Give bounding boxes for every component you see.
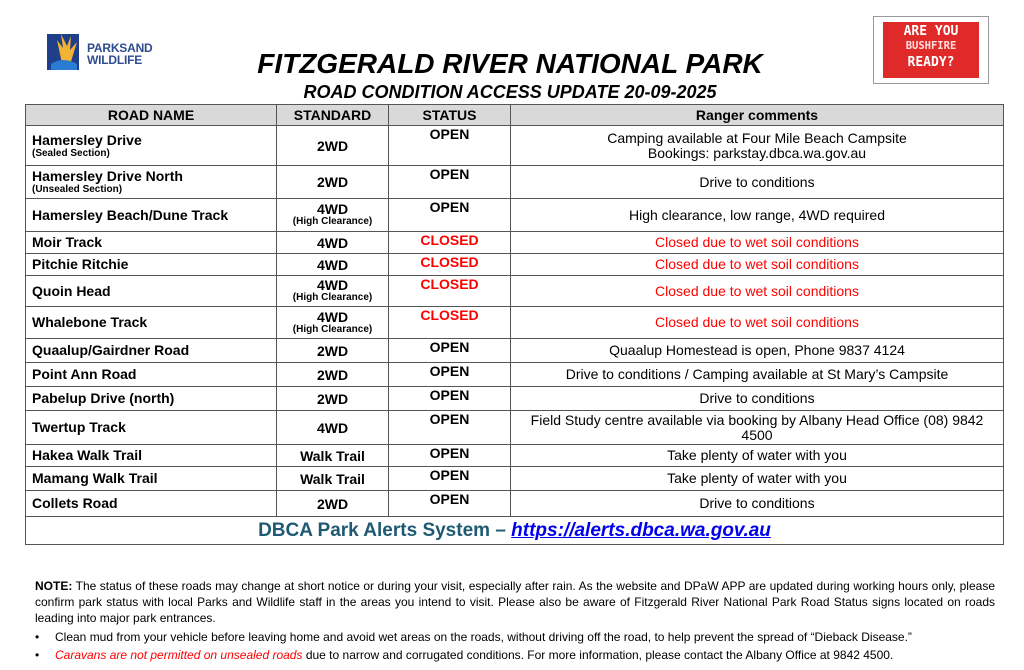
road-name-cell bbox=[26, 491, 277, 517]
table-row bbox=[26, 339, 1004, 363]
road-name-note: (Unsealed Section) bbox=[32, 184, 123, 195]
header-status: STATUS bbox=[389, 105, 511, 126]
road-name-cell bbox=[26, 363, 277, 387]
comment-cell bbox=[511, 126, 1004, 166]
road-name: Mamang Walk Trail bbox=[32, 470, 158, 486]
bullet-caravans-rest: due to narrow and corrugated conditions. For more information, please contact the Albany Office at 9842 4500. bbox=[302, 648, 894, 662]
road-name: Point Ann Road bbox=[32, 366, 137, 382]
table-row bbox=[26, 387, 1004, 411]
alerts-link[interactable]: https://alerts.dbca.wa.gov.au bbox=[511, 519, 771, 541]
road-name: Collets Road bbox=[32, 495, 118, 511]
road-name: Twertup Track bbox=[32, 419, 126, 435]
status-badge: CLOSED bbox=[420, 232, 479, 248]
road-name-cell bbox=[26, 199, 277, 232]
alerts-cell bbox=[26, 517, 1004, 545]
road-standard: 4WD bbox=[316, 201, 349, 217]
road-name-cell bbox=[26, 387, 277, 411]
ranger-comment: Take plenty of water with you bbox=[667, 447, 847, 463]
comment-cell bbox=[511, 232, 1004, 254]
road-name-cell bbox=[26, 254, 277, 276]
road-name-cell bbox=[26, 232, 277, 254]
standard-cell bbox=[277, 126, 389, 166]
status-badge: OPEN bbox=[429, 411, 470, 427]
table-row bbox=[26, 276, 1004, 307]
status-cell bbox=[389, 276, 511, 307]
ranger-comment: Closed due to wet soil conditions bbox=[655, 256, 859, 272]
status-badge: CLOSED bbox=[420, 307, 479, 323]
road-name-cell bbox=[26, 307, 277, 339]
ranger-comment: Camping available at Four Mile Beach Campsite bbox=[607, 129, 907, 146]
status-cell bbox=[389, 254, 511, 276]
comment-cell bbox=[511, 467, 1004, 491]
status-badge: OPEN bbox=[429, 199, 470, 215]
ranger-comment: Drive to conditions bbox=[699, 495, 815, 511]
ranger-comment: Take plenty of water with you bbox=[667, 470, 847, 486]
standard-cell bbox=[277, 467, 389, 491]
table-row bbox=[26, 126, 1004, 166]
standard-cell bbox=[277, 232, 389, 254]
status-cell bbox=[389, 126, 511, 166]
page-subtitle: ROAD CONDITION ACCESS UPDATE 20-09-2025 bbox=[303, 82, 717, 102]
road-name-cell bbox=[26, 467, 277, 491]
header-standard: STANDARD bbox=[277, 105, 389, 126]
road-standard: 4WD bbox=[316, 308, 349, 325]
road-standard-note: (High Clearance) bbox=[292, 216, 373, 227]
badge-line-3: READY? bbox=[907, 55, 955, 70]
status-cell bbox=[389, 339, 511, 363]
road-name: Whalebone Track bbox=[32, 314, 148, 330]
standard-cell bbox=[277, 491, 389, 517]
road-name: Hamersley Drive bbox=[32, 131, 142, 148]
road-standard: 2WD bbox=[316, 137, 349, 154]
road-standard: 4WD bbox=[316, 277, 349, 293]
header-road-name: ROAD NAME bbox=[26, 105, 277, 126]
ranger-comment: Drive to conditions bbox=[699, 390, 815, 406]
ranger-comment: Closed due to wet soil conditions bbox=[655, 282, 859, 299]
status-cell bbox=[389, 491, 511, 517]
parks-emblem-icon bbox=[47, 28, 87, 72]
table-row bbox=[26, 445, 1004, 467]
ranger-comment: High clearance, low range, 4WD required bbox=[628, 206, 885, 223]
table-row bbox=[26, 467, 1004, 491]
comment-cell bbox=[511, 387, 1004, 411]
road-name-cell bbox=[26, 411, 277, 445]
road-name: Moir Track bbox=[32, 234, 103, 250]
list-item bbox=[35, 646, 1005, 664]
comment-cell bbox=[511, 411, 1004, 445]
status-cell bbox=[389, 411, 511, 445]
ranger-comment: Field Study centre available via booking by Albany Head Office (08) 9842 4500 bbox=[530, 411, 984, 443]
comment-cell bbox=[511, 307, 1004, 339]
comment-cell bbox=[511, 199, 1004, 232]
status-cell bbox=[389, 363, 511, 387]
comment-cell bbox=[511, 339, 1004, 363]
status-cell bbox=[389, 307, 511, 339]
road-standard-note: (High Clearance) bbox=[292, 323, 373, 335]
note-paragraph bbox=[35, 578, 995, 626]
road-name: Hakea Walk Trail bbox=[32, 447, 142, 463]
alerts-label: DBCA Park Alerts System – bbox=[258, 519, 506, 541]
road-name: Pitchie Ritchie bbox=[32, 256, 129, 272]
road-standard: 2WD bbox=[316, 390, 349, 407]
table-row bbox=[26, 254, 1004, 276]
road-name: Quoin Head bbox=[32, 282, 111, 299]
bullet-dieback: Clean mud from your vehicle before leaving home and avoid wet areas on the roads, without driving off the road, to help prevent the spread of “Dieback Disease.” bbox=[55, 630, 912, 644]
road-name-cell bbox=[26, 445, 277, 467]
comment-cell bbox=[511, 491, 1004, 517]
road-standard: 4WD bbox=[316, 234, 349, 251]
standard-cell bbox=[277, 339, 389, 363]
status-badge: OPEN bbox=[429, 387, 470, 403]
ranger-comment: Drive to conditions / Camping available at St Mary’s Campsite bbox=[565, 366, 949, 382]
standard-cell bbox=[277, 445, 389, 467]
ranger-comment: Drive to conditions bbox=[699, 173, 815, 190]
header-ranger-comments: Ranger comments bbox=[511, 105, 1004, 126]
road-name: Hamersley Drive North bbox=[32, 168, 183, 184]
status-badge: OPEN bbox=[429, 445, 470, 461]
table-row bbox=[26, 199, 1004, 232]
table-row bbox=[26, 232, 1004, 254]
road-name: Pabelup Drive (north) bbox=[32, 390, 175, 406]
comment-cell bbox=[511, 445, 1004, 467]
status-cell bbox=[389, 232, 511, 254]
road-standard: 2WD bbox=[316, 342, 349, 359]
badge-line-1: ARE YOU bbox=[903, 24, 959, 39]
ranger-comment: Closed due to wet soil conditions bbox=[655, 314, 859, 330]
status-cell bbox=[389, 387, 511, 411]
ranger-comment-line-2: Bookings: parkstay.dbca.wa.gov.au bbox=[647, 144, 867, 161]
status-cell bbox=[389, 166, 511, 199]
road-standard: 4WD bbox=[316, 256, 349, 273]
status-badge: OPEN bbox=[429, 126, 470, 142]
road-standard: 4WD bbox=[316, 419, 349, 436]
status-badge: OPEN bbox=[429, 166, 470, 182]
road-name-cell bbox=[26, 276, 277, 307]
standard-cell bbox=[277, 387, 389, 411]
list-item bbox=[35, 628, 1005, 646]
table-row bbox=[26, 491, 1004, 517]
parks-and-wildlife-logo bbox=[47, 28, 172, 78]
road-standard-note: (High Clearance) bbox=[292, 292, 373, 303]
logo-text bbox=[87, 42, 153, 66]
status-badge: OPEN bbox=[429, 467, 470, 483]
status-cell bbox=[389, 199, 511, 232]
logo-line-1: PARKSAND bbox=[87, 41, 153, 55]
badge-line-2: BUSHFIRE bbox=[905, 40, 957, 52]
comment-cell bbox=[511, 276, 1004, 307]
status-badge: OPEN bbox=[429, 339, 470, 355]
status-badge: CLOSED bbox=[420, 276, 479, 292]
road-name: Hamersley Beach/Dune Track bbox=[32, 206, 229, 223]
status-cell bbox=[389, 445, 511, 467]
bushfire-ready-badge bbox=[873, 16, 989, 84]
table-row bbox=[26, 166, 1004, 199]
table-row bbox=[26, 307, 1004, 339]
alerts-row bbox=[26, 517, 1004, 545]
road-standard: 2WD bbox=[316, 366, 349, 383]
standard-cell bbox=[277, 363, 389, 387]
table-row bbox=[26, 411, 1004, 445]
standard-cell bbox=[277, 254, 389, 276]
page-title: FITZGERALD RIVER NATIONAL PARK bbox=[257, 48, 763, 79]
status-badge: OPEN bbox=[429, 363, 470, 379]
road-standard: 2WD bbox=[316, 174, 349, 190]
standard-cell bbox=[277, 166, 389, 199]
road-name: Quaalup/Gairdner Road bbox=[32, 342, 190, 358]
table-header-row bbox=[26, 105, 1004, 126]
ranger-comment: Closed due to wet soil conditions bbox=[655, 234, 859, 250]
standard-cell bbox=[277, 199, 389, 232]
bullet-caravans-warning: Caravans are not permitted on unsealed roads bbox=[55, 648, 303, 662]
road-standard: Walk Trail bbox=[300, 447, 365, 464]
standard-cell bbox=[277, 411, 389, 445]
road-name-cell bbox=[26, 126, 277, 166]
status-badge: OPEN bbox=[429, 491, 470, 507]
advice-list bbox=[35, 628, 1005, 664]
road-standard: 2WD bbox=[316, 495, 349, 512]
note-label: NOTE: bbox=[35, 579, 73, 593]
road-standard: Walk Trail bbox=[300, 470, 365, 487]
status-cell bbox=[389, 467, 511, 491]
logo-line-2: WILDLIFE bbox=[87, 53, 143, 67]
standard-cell bbox=[277, 307, 389, 339]
ranger-comment: Quaalup Homestead is open, Phone 9837 4124 bbox=[609, 342, 905, 358]
road-name-note: (Sealed Section) bbox=[32, 147, 110, 159]
note-text: The status of these roads may change at short notice or during your visit, especially after rain. As the website and DPaW APP are updated during working hours only, please confirm park status with local Parks and Wildlife staff in the areas you intend to visit. Please also be aware of Fitzgerald River National Park Road Status signs located on roads leading into major park entrances. bbox=[35, 579, 995, 625]
comment-cell bbox=[511, 363, 1004, 387]
status-badge: CLOSED bbox=[420, 254, 479, 270]
road-name-cell bbox=[26, 339, 277, 363]
comment-cell bbox=[511, 166, 1004, 199]
standard-cell bbox=[277, 276, 389, 307]
road-name-cell bbox=[26, 166, 277, 199]
table-row bbox=[26, 363, 1004, 387]
comment-cell bbox=[511, 254, 1004, 276]
road-status-table bbox=[25, 104, 1004, 545]
